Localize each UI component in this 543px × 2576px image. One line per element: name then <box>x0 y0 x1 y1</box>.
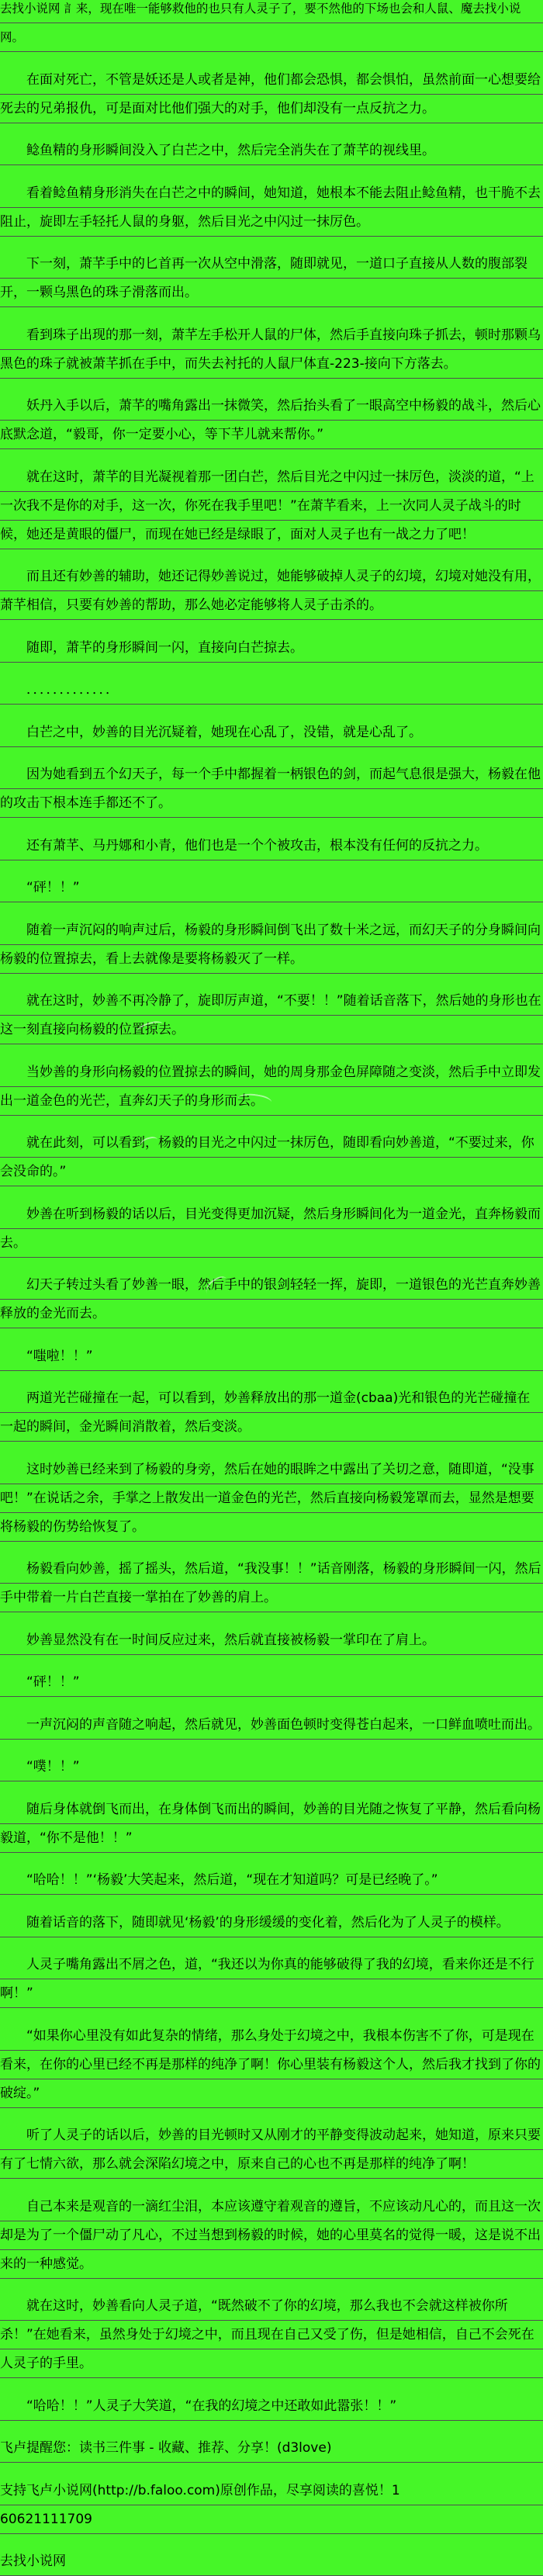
paragraph: “砰！！” <box>0 1668 543 1697</box>
paragraph: 妙善在听到杨毅的话以后，目光变得更加沉疑，然后身形瞬间化为一道金光，直奔杨毅而去。 <box>0 1200 543 1258</box>
paragraph: 白芒之中，妙善的目光沉疑着，她现在心乱了，没错，就是心乱了。 <box>0 718 543 747</box>
paragraph: “砰！！” <box>0 874 543 902</box>
paragraph: 随后身体就倒飞而出，在身体倒飞而出的瞬间，妙善的目光随之恢复了平静，然后看向杨毅道，“你不是他！！” <box>0 1795 543 1853</box>
paragraph: 人灵子嘴角露出不屑之色，道，“我还以为你真的能够破得了我的幻境，看来你还是不行啊！” <box>0 1951 543 2008</box>
paragraph: 妖丹入手以后，萧芊的嘴角露出一抹微笑，然后抬头看了一眼高空中杨毅的战斗，然后心底默念道，“毅哥，你一定要小心，等下芊儿就来帮你。” <box>0 392 543 449</box>
paragraph: 杨毅看向妙善，摇了摇头，然后道，“我没事！！”话音刚落，杨毅的身形瞬间一闪，然后手中带着一片白芒直接一掌拍在了妙善的肩上。 <box>0 1555 543 1612</box>
paragraph: “噗！！” <box>0 1753 543 1781</box>
paragraph: 鲶鱼精的身形瞬间没入了白芒之中，然后完全消失在了萧芊的视线里。 <box>0 137 543 165</box>
paragraph: 当妙善的身形向杨毅的位置掠去的瞬间，她的周身那金色屏障随之变淡，然后手中立即发出一道金色的光芒，直奔幻天子的身形而去。 <box>0 1058 543 1116</box>
paragraph: 就在这时，萧芊的目光凝视着那一团白芒，然后目光之中闪过一抹厉色，淡淡的道，“上一次我不是你的对手，这一次，你死在我手里吧！”在萧芊看来，上一次同人灵子战斗的时候，她还是黄眼的僵尸，而现在她已经是绿眼了，面对人灵子也有一战之力了吧！ <box>0 463 543 549</box>
paragraph: 就在这时，妙善不再冷静了，旋即厉声道，“不要！！”随着话音落下，然后她的身形也在这一刻直接向杨毅的位置掠去。 <box>0 987 543 1044</box>
paragraph: 支持飞卢小说网(http://b.faloo.com)原创作品，尽享阅读的喜悦！1 <box>0 2477 543 2505</box>
paragraph: 随即，萧芊的身形瞬间一闪，直接向白芒掠去。 <box>0 634 543 663</box>
paragraph: 而且还有妙善的辅助，她还记得妙善说过，她能够破掉人灵子的幻境，幻境对她没有用，萧芊相信，只要有妙善的帮助，那么她必定能够将人灵子击杀的。 <box>0 563 543 620</box>
paragraph: 看着鲶鱼精身形消失在白芒之中的瞬间，她知道，她根本不能去阻止鲶鱼精，也干脆不去阻止，旋即左手轻托人鼠的身躯，然后目光之中闪过一抹厉色。 <box>0 179 543 237</box>
paragraph: 妙善显然没有在一时间反应过来，然后就直接被杨毅一掌印在了肩上。 <box>0 1626 543 1655</box>
paragraph: 下一刻，萧芊手中的匕首再一次从空中滑落，随即就见，一道口子直接从人数的腹部裂开，一颗乌黑色的珠子滑落而出。 <box>0 250 543 307</box>
paragraph: “嗤啦！！” <box>0 1342 543 1371</box>
paragraph: 在面对死亡，不管是妖还是人或者是神，他们都会恐惧，都会惧怕，虽然前面一心想要给死去的兄弟报仇，可是面对比他们强大的对手，他们却没有一点反抗之力。 <box>0 66 543 123</box>
paragraph: 听了人灵子的话以后，妙善的目光顿时又从刚才的平静变得波动起来，她知道，原来只要有了七情六欲，那么就会深陷幻境之中，原来自己的心也不再是那样的纯净了啊！ <box>0 2121 543 2179</box>
paragraph: 就在此刻，可以看到，杨毅的目光之中闪过一抹厉色，随即看向妙善道，“不要过来，你会没命的。” <box>0 1129 543 1186</box>
paragraph: 幻天子转过头看了妙善一眼，然后手中的银剑轻轻一挥，旋即，一道银色的光芒直奔妙善释放的金光而去。 <box>0 1271 543 1328</box>
paragraph: ．．．．．．．．．．．．． <box>0 676 543 705</box>
paragraph: 就在这时，妙善看向人灵子道，“既然破不了你的幻境，那么我也不会就这样被你所杀！”在她看来，虽然身处于幻境之中，而且现在自己又受了伤，但是她相信，自己不会死在人灵子的手里。 <box>0 2292 543 2378</box>
paragraph: “哈哈！！”人灵子大笑道，“在我的幻境之中还敢如此嚣张！！” <box>0 2392 543 2421</box>
paragraph: “哈哈！！”‘杨毅’大笑起来，然后道，“现在才知道吗？可是已经晚了。” <box>0 1866 543 1895</box>
paragraph: 这时妙善已经来到了杨毅的身旁，然后在她的眼眸之中露出了关切之意，随即道，“没事吧！”在说话之余，手掌之上散发出一道金色的光芒，然后直接向杨毅笼罩而去，显然是想要将杨毅的伤势给恢复了。 <box>0 1456 543 1542</box>
paragraph: 自己本来是观音的一滴红尘泪，本应该遵守着观音的遵旨，不应该动凡心的，而且这一次却是为了一个僵尸动了凡心，不过当想到杨毅的时候，她的心里莫名的觉得一暖，这是说不出来的一种感觉。 <box>0 2193 543 2279</box>
paragraph: 60621111709 <box>0 2505 543 2534</box>
paragraph: 看到珠子出现的那一刻，萧芊左手松开人鼠的尸体，然后手直接向珠子抓去，顿时那颗乌黑色的珠子就被萧芊抓在手中，而失去衬托的人鼠尸体直-223-接向下方落去。 <box>0 321 543 379</box>
paragraph: 去找小说网 訁来，现在唯一能够救他的也只有人灵子了，要不然他的下场也会和人鼠、魔去找小说网。 <box>0 0 543 52</box>
paragraph: 两道光芒碰撞在一起，可以看到，妙善释放出的那一道金(cbaa)光和银色的光芒碰撞在一起的瞬间，金光瞬间消散着，然后变淡。 <box>0 1384 543 1442</box>
paragraph: 飞卢提醒您：读书三件事 - 收藏、推荐、分享！(d3love) <box>0 2434 543 2463</box>
paragraph: 还有萧芊、马丹娜和小青，他们也是一个个被攻击，根本没有任何的反抗之力。 <box>0 832 543 860</box>
paragraph: 随着一声沉闷的响声过后，杨毅的身形瞬间倒飞出了数十米之远，而幻天子的分身瞬间向杨毅的位置掠去，看上去就像是要将杨毅灭了一样。 <box>0 916 543 974</box>
paragraph: “如果你心里没有如此复杂的情绪，那么身处于幻境之中，我根本伤害不了你，可是现在看来，在你的心里已经不再是那样的纯净了啊！你心里装有杨毅这个人，然后我才找到了你的破绽。” <box>0 2022 543 2108</box>
paragraph: 一声沉闷的声音随之响起，然后就见，妙善面色顿时变得苍白起来，一口鲜血喷吐而出。 <box>0 1711 543 1740</box>
paragraph: 因为她看到五个幻天子，每一个手中都握着一柄银色的剑，而起气息很是强大，杨毅在他的攻击下根本连手都还不了。 <box>0 760 543 818</box>
paragraph: 去找小说网 <box>0 2547 543 2576</box>
paragraph: 随着话音的落下，随即就见‘杨毅’的身形缓缓的变化着，然后化为了人灵子的模样。 <box>0 1909 543 1937</box>
